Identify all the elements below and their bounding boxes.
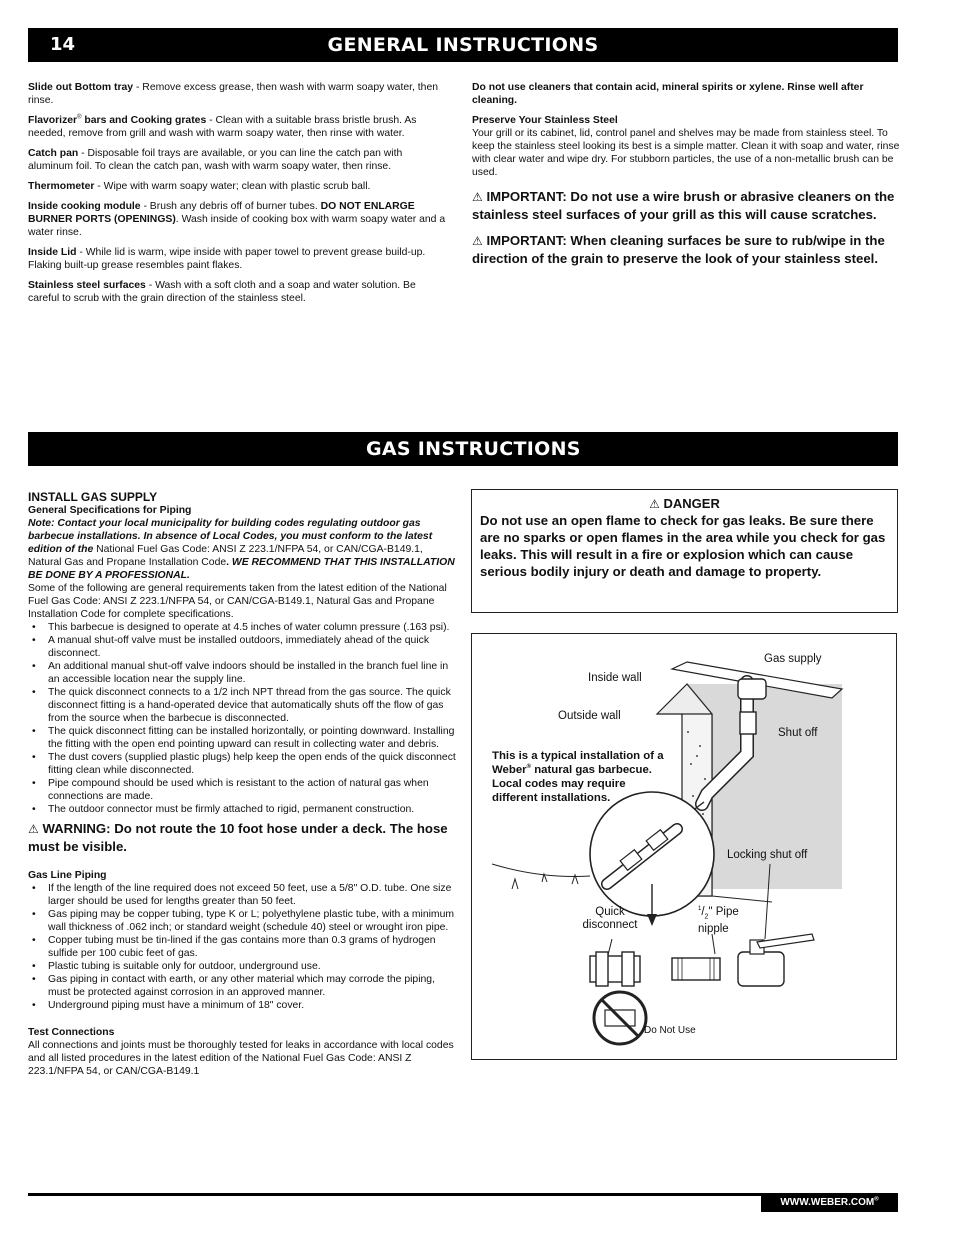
- list-item: • The dust covers (supplied plastic plugs) help keep the open ends of the quick disconnect fitting clean while disconnected.: [28, 751, 456, 777]
- line-title: Gas Line Piping: [28, 870, 107, 881]
- item-cooking-module: Inside cooking module - Brush any debris off of burner tubes. DO NOT ENLARGE BURNER PORTS (OPENINGS). Wash inside of cooking box with warm soapy water and a water rinse.: [28, 201, 446, 238]
- label-locking-shut-off: Locking shut off: [727, 849, 808, 861]
- label-shut-off: Shut off: [778, 727, 818, 739]
- label-do-not-use: Do Not Use: [644, 1025, 696, 1036]
- list-item: • An additional manual shut-off valve indoors should be installed in the branch fuel line in an accessible location near the supply line.: [28, 660, 456, 686]
- list-item: • Underground piping must have a minimum of 18" cover.: [28, 999, 456, 1012]
- gas-installation-illustration: [471, 633, 897, 1060]
- important-1: ⚠ IMPORTANT: Do not use a wire brush or abrasive cleaners on the stainless steel surfaces of your grill as this will cause scratches.: [472, 189, 895, 222]
- danger-heading: ⚠ DANGER: [649, 496, 720, 511]
- cleaners-warning: Do not use cleaners that contain acid, mineral spirits or xylene. Rinse well after cleaning.: [472, 82, 864, 106]
- test-title: Test Connections: [28, 1027, 115, 1038]
- label-quick-disconnect: Quick disconnect: [582, 906, 638, 931]
- general-instructions-header: [28, 28, 898, 62]
- item-thermometer: Thermometer - Wipe with warm soapy water; clean with plastic scrub ball.: [28, 181, 371, 192]
- gas-left-column: [28, 490, 456, 1078]
- danger-text: Do not use an open flame to check for gas leaks. Be sure there are no sparks or open flames in the area while you check for gas leaks. This will result in a fire or explosion which can cause serious bodily injury or death and damage to property.: [480, 513, 886, 579]
- item-bottom-tray: Slide out Bottom tray - Remove excess grease, then wash with warm soapy water, then rinse.: [28, 82, 439, 106]
- list-item: • This barbecue is designed to operate at 4.5 inches of water column pressure (.163 psi).: [28, 621, 456, 634]
- installation-drawing: [472, 634, 898, 1061]
- list-item: • The quick disconnect fitting can be installed horizontally, or pointing downward. Installing the fitting with the open end pointing upward can result in collecting water and debris.: [28, 725, 456, 751]
- label-inside-wall: Inside wall: [588, 672, 642, 684]
- label-outside-wall: Outside wall: [558, 710, 621, 722]
- list-item: • If the length of the line required does not exceed 50 feet, use a 5/8" O.D. tube. One size larger should be used for lengths greater than 50 feet.: [28, 882, 456, 908]
- spec-bullets: [28, 621, 456, 816]
- page-number: 14: [50, 34, 76, 55]
- section-title-general: GENERAL INSTRUCTIONS: [327, 34, 599, 56]
- danger-box: [471, 489, 898, 613]
- footer-url: WWW.WEBER.COM®: [761, 1193, 898, 1212]
- hose-warning: ⚠ WARNING: Do not route the 10 foot hose under a deck. The hose must be visible.: [28, 821, 448, 854]
- label-pipe-nipple: $^1/_2$" Pipe nipple: [698, 906, 739, 936]
- list-item: • Gas piping in contact with earth, or any other material which may corrode the piping, must be protected against corrosion in an approved manner.: [28, 973, 456, 999]
- section-title-gas: GAS INSTRUCTIONS: [366, 438, 581, 460]
- gas-instructions-header: [28, 432, 898, 466]
- item-flavorizer: Flavorizer® bars and Cooking grates - Clean with a suitable brass bristle brush. As needed, remove from grill and wash with warm soapy water, then rinse with water.: [28, 114, 417, 139]
- warning-triangle-icon: ⚠: [472, 234, 483, 248]
- spec-title: General Specifications for Piping: [28, 505, 192, 516]
- list-item: • Plastic tubing is suitable only for outdoor, underground use.: [28, 960, 456, 973]
- warning-triangle-icon: ⚠: [649, 497, 660, 511]
- preserve-text: Your grill or its cabinet, lid, control panel and shelves may be made from stainless steel. To keep the stainless steel looking its best is a simple matter. Clean it with soap and water, rinse with clear water and wipe dry. For stubborn particles, the use of a non-metallic brush can be used.: [472, 128, 900, 178]
- line-bullets: [28, 882, 456, 1012]
- list-item: • A manual shut-off valve must be installed outdoors, immediately ahead of the quick disconnect.: [28, 634, 456, 660]
- preserve-title: Preserve Your Stainless Steel: [472, 115, 618, 126]
- item-stainless: Stainless steel surfaces - Wash with a soft cloth and a soap and water solution. Be careful to scrub with the grain direction of the stainless steel.: [28, 280, 416, 304]
- general-left-column: [28, 81, 448, 312]
- list-item: • The outdoor connector must be firmly attached to rigid, permanent construction.: [28, 803, 456, 816]
- general-right-column: [472, 81, 900, 273]
- important-2: ⚠ IMPORTANT: When cleaning surfaces be sure to rub/wipe in the direction of the grain to preserve the look of your stainless steel.: [472, 233, 885, 266]
- list-item: • The quick disconnect connects to a 1/2 inch NPT thread from the gas source. The quick disconnect fitting is a hand-operated device that automatically shuts off the flow of gas from the source when the barbecue is disconnected.: [28, 686, 456, 725]
- warning-triangle-icon: ⚠: [28, 822, 39, 836]
- intro-text: Some of the following are general requirements taken from the latest edition of the National Fuel Gas Code: ANSI Z 223.1/NFPA 54, or CAN/CGA-B149.1, Natural Gas and Propane Installation Code for complete specifications.: [28, 583, 447, 620]
- item-catch-pan: Catch pan - Disposable foil trays are available, or you can line the catch pan with aluminum foil. To clean the catch pan, wash with warm soapy water, then rinse.: [28, 148, 403, 172]
- test-text: All connections and joints must be thoroughly tested for leaks in accordance with local codes and all listed procedures in the latest edition of the National Fuel Gas Code: ANSI Z 223.1/NFPA 54, or CAN/CGA-B149.1: [28, 1040, 454, 1077]
- label-gas-supply: Gas supply: [764, 653, 822, 665]
- warning-triangle-icon: ⚠: [472, 190, 483, 204]
- list-item: • Pipe compound should be used which is resistant to the action of natural gas when connections are made.: [28, 777, 456, 803]
- typical-installation-note: This is a typical installation of a Weber® natural gas barbecue. Local codes may require different installations.: [492, 750, 664, 804]
- item-inside-lid: Inside Lid - While lid is warm, wipe inside with paper towel to prevent grease build-up. Flaking built-up grease resembles paint flakes.: [28, 247, 426, 271]
- list-item: • Copper tubing must be tin-lined if the gas contains more than 0.3 grams of hydrogen sulfide per 100 cubic feet of gas.: [28, 934, 456, 960]
- install-title: INSTALL GAS SUPPLY: [28, 490, 158, 504]
- codes-note: Note: Contact your local municipality for building codes regulating outdoor gas barbecue installations. In absence of Local Codes, you must conform to the latest edition of the National Fuel Gas Code: ANSI Z 223.1/NFPA 54, or CAN/CGA-B149.1, Natural Gas and Propane Installation Code. WE RECOMMEND THAT THIS INSTALLATION BE DONE BY A PROFESSIONAL.: [28, 518, 455, 581]
- list-item: • Gas piping may be copper tubing, type K or L; polyethylene plastic tube, with a minimum wall thickness of .062 inch; or standard weight (schedule 40) steel or wrought iron pipe.: [28, 908, 456, 934]
